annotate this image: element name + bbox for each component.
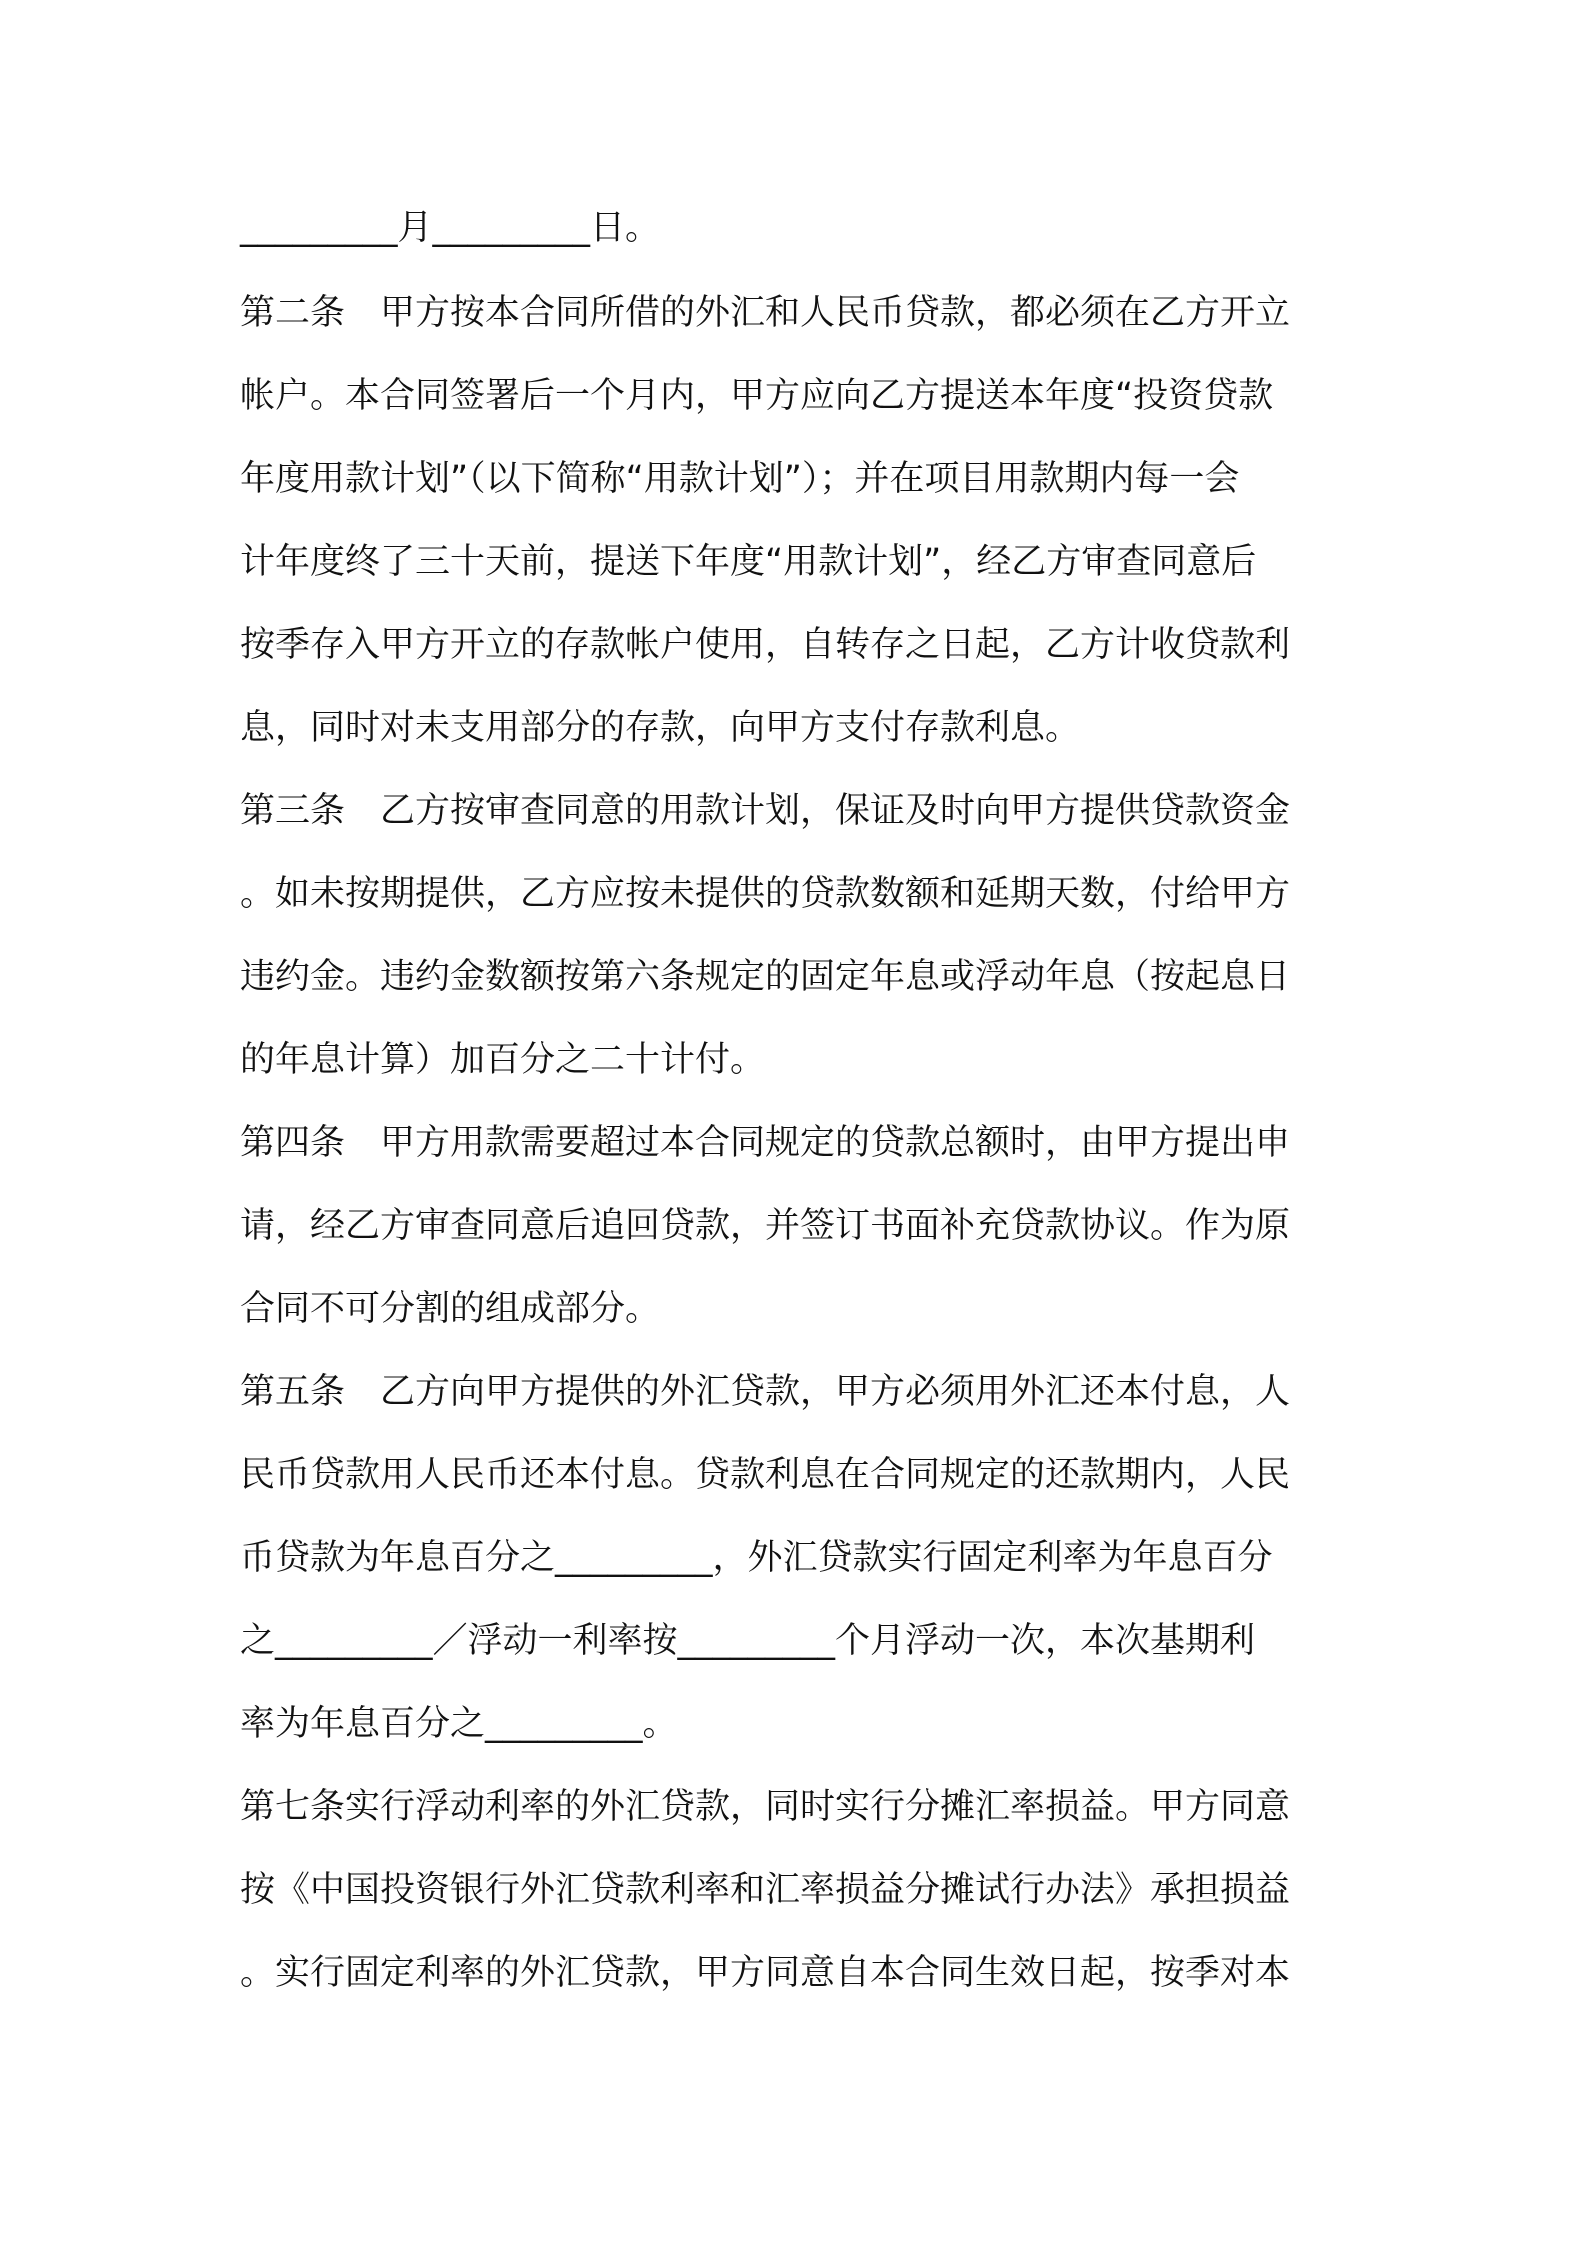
article-2-line-6: 息，同时对未支用部分的存款，向甲方支付存款利息。 bbox=[240, 708, 1081, 748]
article-3-line-3: 违约金。违约金数额按第六条规定的固定年息或浮动年息（按起息日 bbox=[240, 957, 1291, 997]
article-7-line-2: 按《中国投资银行外汇贷款利率和汇率损益分摊试行办法》承担损益 bbox=[240, 1870, 1291, 1910]
article-4-line-1: 第四条 甲方用款需要超过本合同规定的贷款总额时，由甲方提出申 bbox=[240, 1123, 1291, 1163]
article-5-line-2: 民币贷款用人民币还本付息。贷款利息在合同规定的还款期内，人民 bbox=[240, 1455, 1291, 1495]
article-3-line-2: 。如未按期提供，乙方应按未提供的贷款数额和延期天数，付给甲方 bbox=[240, 874, 1291, 914]
article-3-line-4: 的年息计算）加百分之二十计付。 bbox=[240, 1040, 766, 1080]
article-5-line-3: 币贷款为年息百分之_________，外汇贷款实行固定利率为年息百分 bbox=[240, 1538, 1273, 1578]
article-5-line-1: 第五条 乙方向甲方提供的外汇贷款，甲方必须用外汇还本付息，人 bbox=[240, 1372, 1291, 1412]
article-5-line-5: 率为年息百分之_________。 bbox=[240, 1704, 678, 1744]
article-2-line-1: 第二条 甲方按本合同所借的外汇和人民币贷款，都必须在乙方开立 bbox=[240, 293, 1291, 333]
article-7-line-1: 第七条实行浮动利率的外汇贷款，同时实行分摊汇率损益。甲方同意 bbox=[240, 1787, 1291, 1827]
article-7-line-3: 。实行固定利率的外汇贷款，甲方同意自本合同生效日起，按季对本 bbox=[240, 1953, 1291, 1993]
article-5-line-4: 之_________／浮动一利率按_________个月浮动一次，本次基期利 bbox=[240, 1621, 1256, 1661]
article-2-line-5: 按季存入甲方开立的存款帐户使用，自转存之日起，乙方计收贷款利 bbox=[240, 625, 1291, 665]
article-3-line-1: 第三条 乙方按审查同意的用款计划，保证及时向甲方提供贷款资金 bbox=[240, 791, 1291, 831]
article-2-line-3: 年度用款计划”（以下简称“用款计划”）；并在项目用款期内每一会 bbox=[240, 459, 1240, 499]
date-line: _________月_________日。 bbox=[240, 208, 661, 248]
article-2-line-2: 帐户。本合同签署后一个月内，甲方应向乙方提送本年度“投资贷款 bbox=[240, 376, 1274, 416]
article-2-line-4: 计年度终了三十天前，提送下年度“用款计划”，经乙方审查同意后 bbox=[240, 542, 1257, 582]
article-4-line-2: 请，经乙方审查同意后追回贷款，并签订书面补充贷款协议。作为原 bbox=[240, 1206, 1291, 1246]
article-4-line-3: 合同不可分割的组成部分。 bbox=[240, 1289, 661, 1329]
